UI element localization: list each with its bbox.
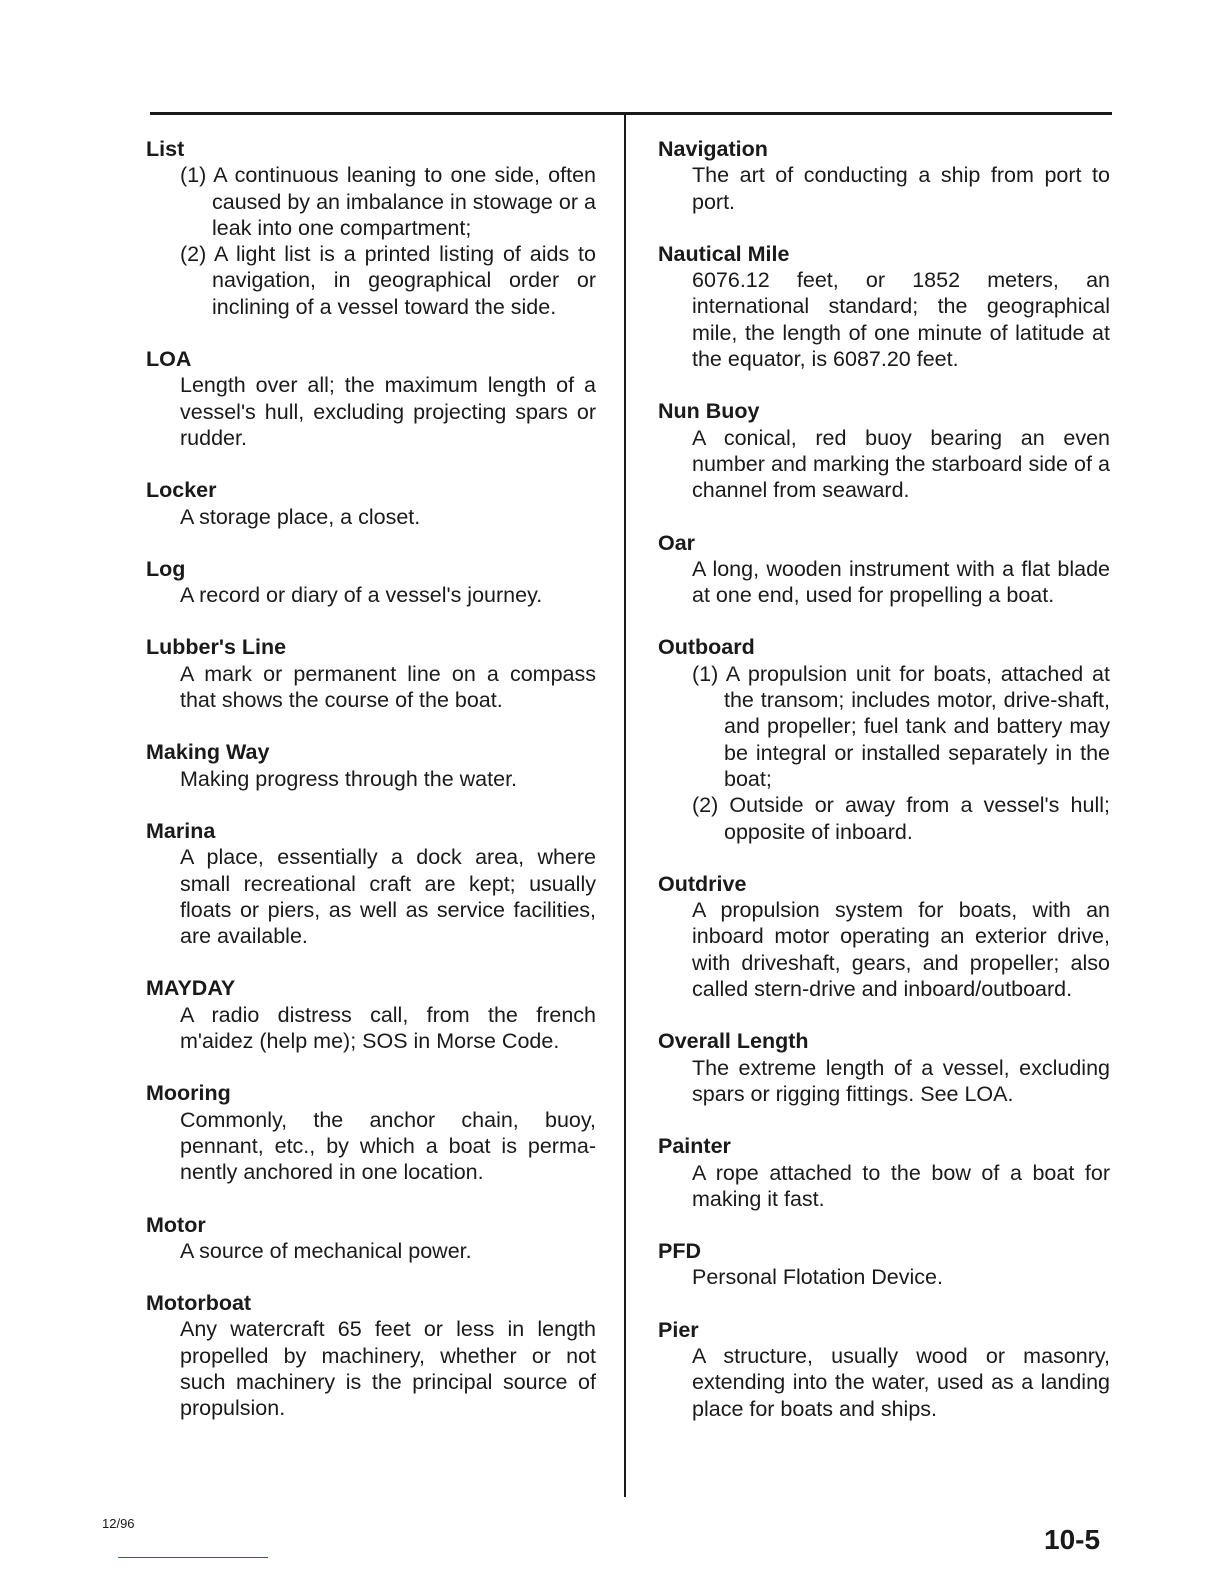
- definition: Length over all; the maximum length of a vessel's hull, excluding projecting spars or rudder.: [180, 373, 596, 450]
- glossary-entry-mooring: [146, 1080, 596, 1185]
- term: MAYDAY: [146, 976, 236, 1001]
- footer-underline: [118, 1557, 268, 1558]
- definition: 6076.12 feet, or 1852 meters, an international standard; the geographical mile, the length of one minute of latitude at the equator, is 6087.20 feet.: [692, 268, 1110, 372]
- definition: A source of mechanical power.: [180, 1238, 472, 1263]
- term: Marina: [146, 818, 216, 843]
- footer-date: 12/96: [102, 1516, 135, 1531]
- definition: A record or diary of a vessel's journey.: [180, 583, 543, 608]
- term: LOA: [146, 347, 192, 372]
- glossary-entry-marina: [146, 818, 596, 949]
- right-column: [658, 136, 1110, 1448]
- term: Overall Length: [658, 1029, 809, 1054]
- term: Motor: [146, 1212, 206, 1237]
- definition: Personal Flotation Device.: [692, 1265, 943, 1290]
- term: Making Way: [146, 740, 270, 765]
- definition-item: (1) A continuous leaning to one side, often caused by an imbalance in stowage or a leak into one compartment;: [180, 163, 596, 240]
- term: Nautical Mile: [658, 241, 790, 266]
- glossary-entry-motorboat: [146, 1290, 596, 1421]
- glossary-entry-pfd: [658, 1238, 1110, 1291]
- glossary-entry-log: [146, 556, 596, 609]
- glossary-entry-loa: [146, 346, 596, 451]
- definition: A structure, usually wood or masonry, extending into the water, used as a landing place for boats and ships.: [692, 1343, 1110, 1421]
- term: Locker: [146, 478, 217, 503]
- term: Lubber's Line: [146, 635, 287, 660]
- definition: Making progress through the water.: [180, 766, 518, 791]
- term: Pier: [658, 1317, 699, 1342]
- glossary-entry-locker: [146, 477, 596, 530]
- term: List: [146, 137, 185, 161]
- glossary-entry-making-way: [146, 739, 596, 792]
- term: Navigation: [658, 137, 768, 161]
- definition: Any watercraft 65 feet or less in length propelled by machinery, whether or not such machinery is the principal source of propulsion.: [180, 1317, 596, 1421]
- glossary-entry-nun-buoy: [658, 398, 1110, 503]
- glossary-entry-oar: [658, 530, 1110, 609]
- glossary-entry-outdrive: [658, 871, 1110, 1002]
- definition: A place, essentially a dock area, where small recreational craft are kept; usually floats or piers, as well as service facilities, are available.: [180, 845, 596, 949]
- term: PFD: [658, 1239, 701, 1264]
- definition: A propulsion system for boats, with an inboard motor operating an exterior drive, with driveshaft, gears, and propeller; also called stern-drive and inboard/outboard.: [692, 898, 1110, 1002]
- glossary-entry-outboard: [658, 634, 1110, 844]
- page-number: 10-5: [1044, 1524, 1101, 1555]
- definition: A radio distress call, from the french m'aidez (help me); SOS in Morse Code.: [180, 1002, 596, 1054]
- glossary-entry-motor: [146, 1212, 596, 1265]
- definition: A rope attached to the bow of a boat for making it fast.: [692, 1160, 1110, 1211]
- left-column: [146, 136, 596, 1448]
- definition: The art of conducting a ship from port to port.: [692, 163, 1110, 214]
- definition: A conical, red buoy bearing an even number and marking the starboard side of a channel from seaward.: [692, 425, 1110, 503]
- term: Painter: [658, 1134, 731, 1159]
- term: Outdrive: [658, 871, 747, 896]
- glossary-entry-lubbers-line: [146, 634, 596, 713]
- definition: A storage place, a closet.: [180, 504, 421, 529]
- definition: A mark or permanent line on a compass that shows the course of the boat.: [180, 661, 596, 713]
- term: Mooring: [146, 1081, 231, 1106]
- term: Nun Buoy: [658, 399, 760, 424]
- term: Outboard: [658, 635, 755, 660]
- definition: Commonly, the anchor chain, buoy, pennant, etc., by which a boat is perma-nently anchored in one location.: [180, 1107, 596, 1185]
- glossary-entry-nautical-mile: [658, 241, 1110, 372]
- glossary-entry-overall-length: [658, 1028, 1110, 1107]
- column-divider: [624, 115, 626, 1497]
- definition-item: (1) A propulsion unit for boats, attached at the transom; includes motor, drive-shaft, and propeller; fuel tank and battery may be integral or installed separately in the boat;: [692, 661, 1110, 791]
- top-rule: [150, 112, 1112, 115]
- term: Log: [146, 556, 186, 581]
- glossary-entry-pier: [658, 1317, 1110, 1422]
- glossary-entry-list: [146, 136, 596, 320]
- definition: A long, wooden instrument with a flat blade at one end, used for propelling a boat.: [692, 556, 1110, 608]
- definition-item: (2) Outside or away from a vessel's hull; opposite of inboard.: [692, 793, 1110, 844]
- glossary-entry-mayday: [146, 975, 596, 1054]
- glossary-entry-navigation: [658, 136, 1110, 215]
- definition: The extreme length of a vessel, excluding spars or rigging fittings. See LOA.: [692, 1055, 1110, 1106]
- term: Motorboat: [146, 1291, 252, 1316]
- definition-item: (2) A light list is a printed listing of aids to navigation, in geographical order or inclining of a vessel toward the side.: [180, 242, 596, 319]
- term: Oar: [658, 530, 696, 555]
- glossary-entry-painter: [658, 1133, 1110, 1212]
